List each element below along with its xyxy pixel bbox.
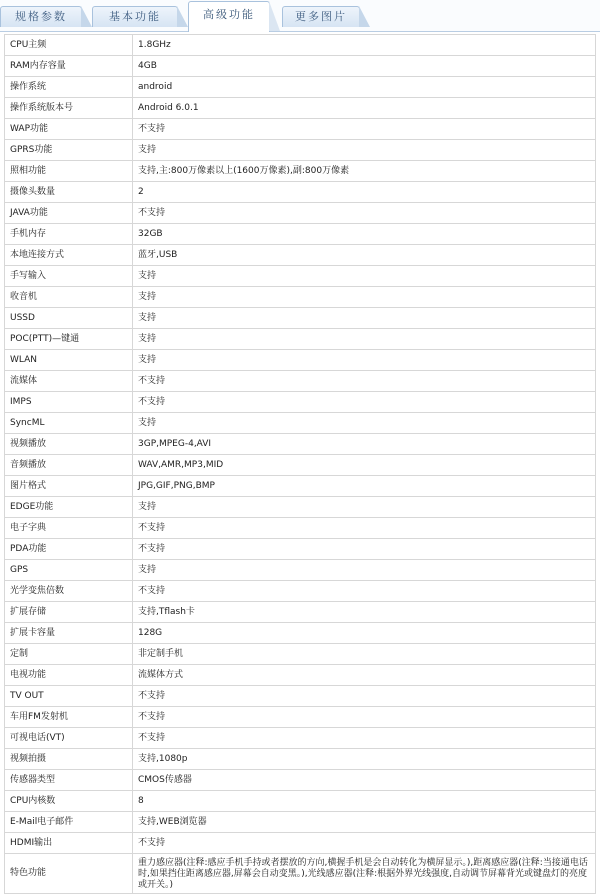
spec-value: 不支持	[133, 728, 596, 749]
tab-bar	[0, 0, 600, 32]
table-row	[5, 392, 596, 413]
table-row	[5, 707, 596, 728]
spec-value: 流媒体方式	[133, 665, 596, 686]
spec-label: E-Mail电子邮件	[5, 812, 133, 833]
spec-label: 视频拍摄	[5, 749, 133, 770]
tab-specs[interactable]: 规格参数	[0, 6, 82, 27]
spec-label: CPU主频	[5, 35, 133, 56]
spec-value: 4GB	[133, 56, 596, 77]
spec-label: 收音机	[5, 287, 133, 308]
table-row	[5, 434, 596, 455]
table-row	[5, 98, 596, 119]
spec-label: 操作系统	[5, 77, 133, 98]
spec-label: 定制	[5, 644, 133, 665]
spec-label: 图片格式	[5, 476, 133, 497]
table-row	[5, 329, 596, 350]
spec-label: 摄像头数量	[5, 182, 133, 203]
table-row	[5, 728, 596, 749]
spec-label: 流媒体	[5, 371, 133, 392]
spec-value: 蓝牙,USB	[133, 245, 596, 266]
table-row	[5, 266, 596, 287]
spec-label: 手机内存	[5, 224, 133, 245]
spec-table	[4, 34, 596, 894]
table-row	[5, 770, 596, 791]
spec-value: CMOS传感器	[133, 770, 596, 791]
table-row	[5, 812, 596, 833]
spec-value: 8	[133, 791, 596, 812]
spec-label: HDMI输出	[5, 833, 133, 854]
spec-value: 支持	[133, 308, 596, 329]
spec-label: 光学变焦倍数	[5, 581, 133, 602]
tab-more-images[interactable]: 更多图片	[282, 6, 360, 27]
table-row	[5, 644, 596, 665]
table-row	[5, 77, 596, 98]
spec-label: 电子字典	[5, 518, 133, 539]
table-row	[5, 140, 596, 161]
spec-label: 可视电话(VT)	[5, 728, 133, 749]
spec-label: 扩展存储	[5, 602, 133, 623]
table-row	[5, 581, 596, 602]
spec-label: IMPS	[5, 392, 133, 413]
spec-value: 不支持	[133, 707, 596, 728]
spec-label: GPS	[5, 560, 133, 581]
spec-label: WLAN	[5, 350, 133, 371]
table-row	[5, 371, 596, 392]
spec-value: 2	[133, 182, 596, 203]
table-row	[5, 119, 596, 140]
spec-value: 不支持	[133, 392, 596, 413]
table-row	[5, 413, 596, 434]
table-row	[5, 602, 596, 623]
table-row	[5, 203, 596, 224]
table-row	[5, 245, 596, 266]
spec-value: 支持	[133, 266, 596, 287]
table-row	[5, 518, 596, 539]
spec-label: 本地连接方式	[5, 245, 133, 266]
spec-value: Android 6.0.1	[133, 98, 596, 119]
table-row	[5, 350, 596, 371]
spec-value: 支持	[133, 287, 596, 308]
table-row	[5, 308, 596, 329]
spec-value: 支持	[133, 350, 596, 371]
spec-label: 传感器类型	[5, 770, 133, 791]
spec-label: SyncML	[5, 413, 133, 434]
spec-value: 支持	[133, 329, 596, 350]
spec-value: 支持	[133, 497, 596, 518]
spec-value: 重力感应器(注释:感应手机手持或者摆放的方向,横握手机是会自动转化为横屏显示。),距离感应器(注释:当接通电话时,如果挡住距离感应器,屏幕会自动变黑。),光线感应器(注释:根据外界光线强度,自动调节屏幕背光或键盘灯的亮度或开关。)	[133, 854, 596, 894]
spec-value: android	[133, 77, 596, 98]
spec-label: EDGE功能	[5, 497, 133, 518]
spec-value: 支持,主:800万像素以上(1600万像素),副:800万像素	[133, 161, 596, 182]
spec-value: 32GB	[133, 224, 596, 245]
spec-label: JAVA功能	[5, 203, 133, 224]
table-row	[5, 665, 596, 686]
table-row	[5, 224, 596, 245]
spec-value: 支持	[133, 413, 596, 434]
spec-label: 扩展卡容量	[5, 623, 133, 644]
spec-label: 电视功能	[5, 665, 133, 686]
table-row	[5, 35, 596, 56]
table-row	[5, 791, 596, 812]
spec-label: TV OUT	[5, 686, 133, 707]
spec-label: 特色功能	[5, 854, 133, 894]
spec-label: 操作系统版本号	[5, 98, 133, 119]
spec-value: 支持	[133, 560, 596, 581]
spec-value: 不支持	[133, 581, 596, 602]
tab-basic-features[interactable]: 基本功能	[92, 6, 178, 27]
spec-label: 车用FM发射机	[5, 707, 133, 728]
spec-label: GPRS功能	[5, 140, 133, 161]
table-row	[5, 539, 596, 560]
spec-label: CPU内核数	[5, 791, 133, 812]
table-row	[5, 476, 596, 497]
spec-value: 不支持	[133, 203, 596, 224]
table-row	[5, 833, 596, 854]
spec-value: JPG,GIF,PNG,BMP	[133, 476, 596, 497]
table-row	[5, 749, 596, 770]
spec-label: RAM内存容量	[5, 56, 133, 77]
spec-value: 不支持	[133, 371, 596, 392]
table-row	[5, 686, 596, 707]
table-row	[5, 161, 596, 182]
table-row	[5, 497, 596, 518]
spec-label: USSD	[5, 308, 133, 329]
spec-value: 不支持	[133, 518, 596, 539]
spec-value: 不支持	[133, 119, 596, 140]
spec-value: 不支持	[133, 833, 596, 854]
spec-label: 照相功能	[5, 161, 133, 182]
table-row	[5, 287, 596, 308]
spec-value: 非定制手机	[133, 644, 596, 665]
spec-value: 支持	[133, 140, 596, 161]
spec-value: 支持,1080p	[133, 749, 596, 770]
table-row	[5, 56, 596, 77]
table-row	[5, 455, 596, 476]
spec-label: 音频播放	[5, 455, 133, 476]
spec-value: 支持,Tflash卡	[133, 602, 596, 623]
spec-value: 不支持	[133, 686, 596, 707]
spec-value: 128G	[133, 623, 596, 644]
spec-value: WAV,AMR,MP3,MID	[133, 455, 596, 476]
spec-label: 手写输入	[5, 266, 133, 287]
spec-value: 3GP,MPEG-4,AVI	[133, 434, 596, 455]
table-row	[5, 560, 596, 581]
spec-label: POC(PTT)—键通	[5, 329, 133, 350]
spec-value: 1.8GHz	[133, 35, 596, 56]
spec-value: 支持,WEB浏览器	[133, 812, 596, 833]
table-row	[5, 182, 596, 203]
tab-advanced-features[interactable]: 高级功能	[188, 1, 270, 32]
spec-label: 视频播放	[5, 434, 133, 455]
table-row	[5, 623, 596, 644]
spec-value: 不支持	[133, 539, 596, 560]
spec-label: PDA功能	[5, 539, 133, 560]
spec-label: WAP功能	[5, 119, 133, 140]
